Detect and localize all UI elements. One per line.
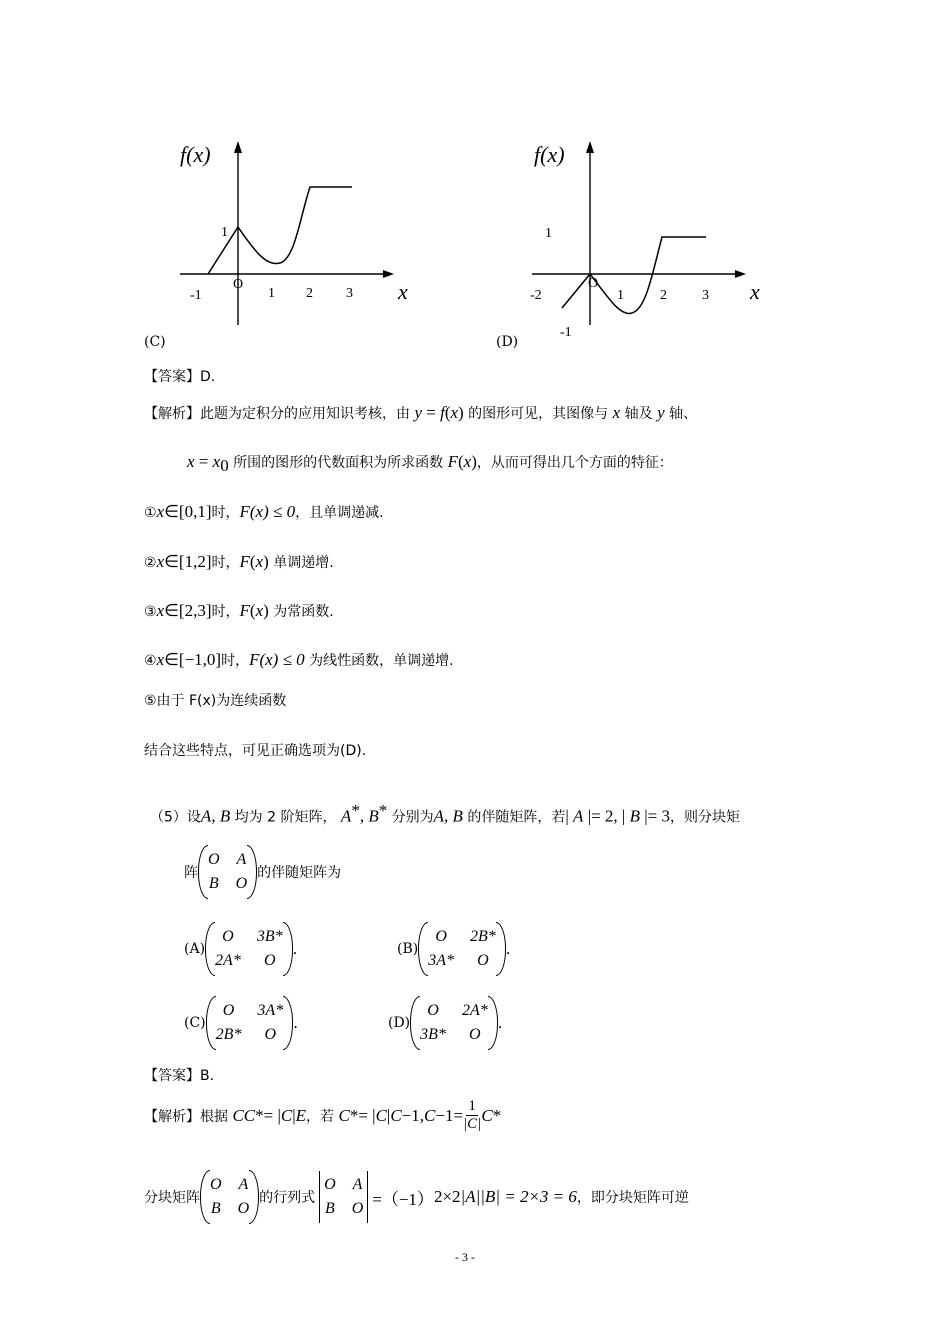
- block-matrix: O A B O: [198, 845, 257, 899]
- graph-c-y1: 1: [221, 225, 228, 240]
- graph-d-xlabel: x: [750, 279, 760, 304]
- q4-item-5: ⑤由于 F(x)为连续函数: [144, 693, 287, 709]
- q4-item-3: ③x∈[2,3]时，F(x) 为常函数.: [144, 601, 334, 620]
- graph-d-tick: 2: [660, 288, 667, 303]
- q4-answer: 【答案】D.: [144, 369, 216, 385]
- graph-c-origin: O: [233, 277, 244, 292]
- q4-item-2: ②x∈[1,2]时，F(x) 单调递增.: [144, 552, 334, 571]
- graph-c: [170, 135, 430, 335]
- q4-conclusion: 结合这些特点，可见正确选项为(D).: [144, 743, 367, 759]
- determinant: O A B O: [315, 1171, 372, 1223]
- graph-d-ylabel: f(x): [534, 142, 565, 167]
- q4-item-4: ④x∈[−1,0]时，F(x) ≤ 0 为线性函数，单调递增.: [144, 650, 454, 669]
- graph-d-tick: -2: [530, 288, 542, 303]
- graph-d-tick: 3: [702, 288, 709, 303]
- q4-item-1: ①x∈[0,1]时，F(x) ≤ 0，且单调递减.: [144, 502, 384, 521]
- q5-analysis-line1: 【解析】 根据 CC * = | C | E ，若 C * = | C | C −1 , C −1 = $\frac{1}{|C|}$ C *: [144, 1098, 502, 1132]
- graph-c-ylabel: f(x): [180, 142, 211, 167]
- q5-stem-line2: 阵 O A B O 的伴随矩阵为: [184, 845, 341, 899]
- q5-stem-line1: （5）设A, B 均为 2 阶矩阵， A*, B* 分别为A, B 的伴随矩阵，若| A |= 2, | B |= 3，则分块矩: [150, 801, 740, 826]
- q5-answer: 【答案】B.: [144, 1068, 215, 1084]
- graph-c-tick: 2: [306, 286, 313, 301]
- q5-option-c[interactable]: (C) O 3A* 2B* O .: [184, 996, 298, 1050]
- graph-c-tick: 3: [346, 286, 353, 301]
- graph-c-xlabel: x: [398, 279, 408, 304]
- q5-option-b[interactable]: (B) O 2B* 3A* O .: [397, 922, 511, 976]
- q5-option-a[interactable]: (A) O 3B* 2A* O .: [184, 922, 297, 976]
- graph-c-tick: 1: [268, 286, 275, 301]
- graph-d-y1: 1: [545, 226, 552, 241]
- graph-c-tick: -1: [190, 288, 202, 303]
- graph-d: [520, 135, 790, 345]
- q5-option-d[interactable]: (D) O 2A* 3B* O .: [388, 996, 503, 1050]
- page-number: - 3 -: [455, 1250, 475, 1264]
- q4-analysis-line1: 【解析】此题为定积分的应用知识考核，由 y = f(x) 的图形可见，其图像与 x 轴及 y 轴、: [144, 403, 698, 422]
- graph-d-yneg1: -1: [560, 325, 572, 340]
- graph-d-tick: 1: [617, 288, 624, 303]
- graph-d-origin: O: [588, 276, 599, 291]
- q4-analysis-line2: $x = x_0$ 所围的图形的代数面积为所求函数 F(x)，从而可得出几个方面的特征：: [187, 452, 673, 475]
- graph-d-option-label: (D): [496, 334, 519, 350]
- graph-c-option-label: (C): [144, 334, 166, 350]
- q5-analysis-line2: 分块矩阵 O A B O 的行列式 O A B O =（−1） 2×2 |A||B| = 2×3 = 6 ，即分块矩阵可逆: [144, 1170, 689, 1224]
